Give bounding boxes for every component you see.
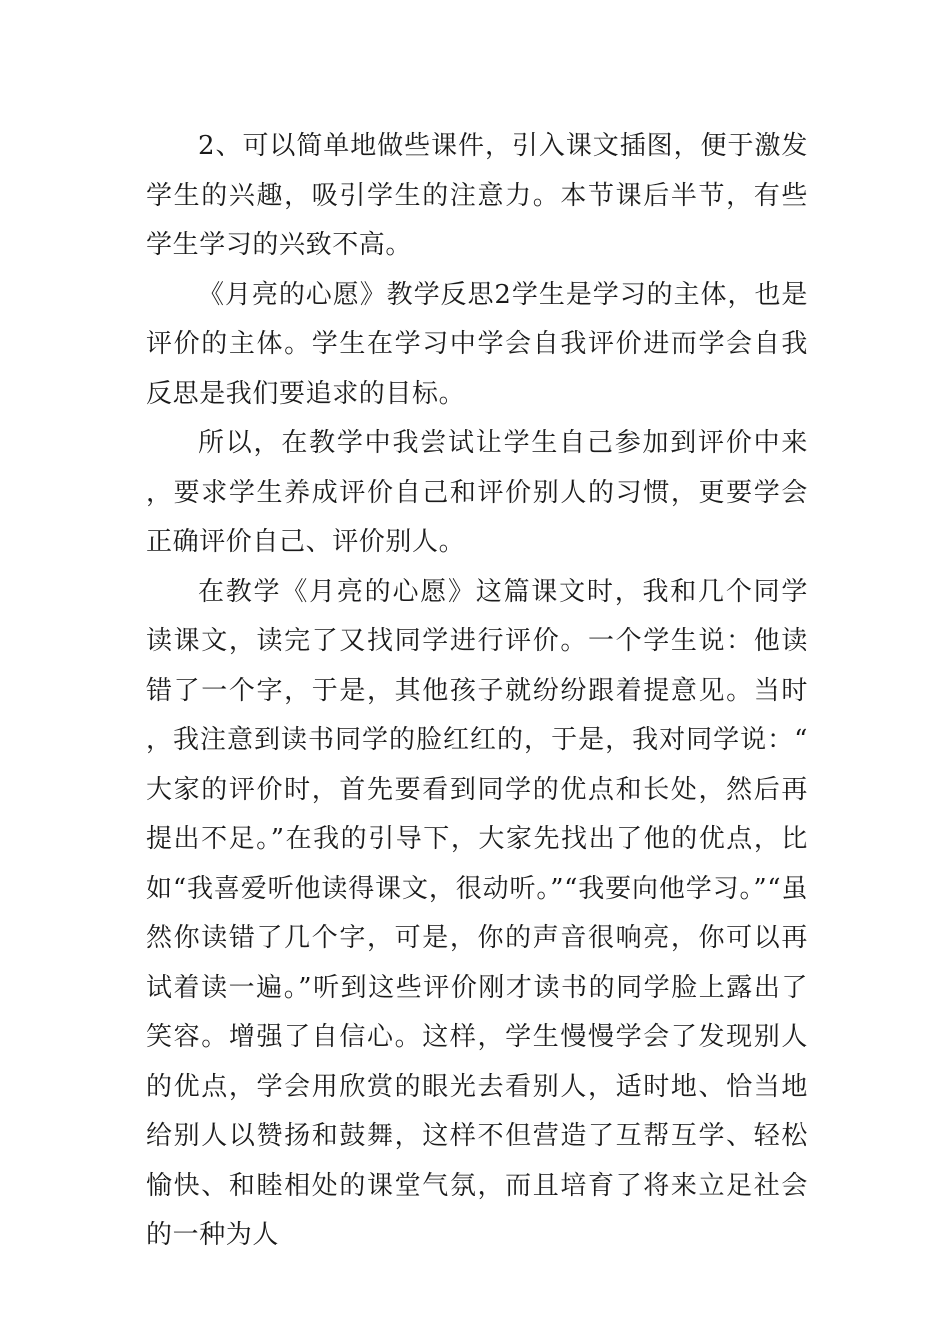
paragraph-3: 所以，在教学中我尝试让学生自己参加到评价中来，要求学生养成评价自己和评价别人的习惯，更要学会正确评价自己、评价别人。 xyxy=(146,428,808,557)
paragraph-4: 在教学《月亮的心愿》这篇课文时，我和几个同学读课文，读完了又找同学进行评价。一个学生说：他读错了一个字，于是，其他孩子就纷纷跟着提意见。当时，我注意到读书同学的脸红红的，于是，我对同学说：“大家的评价时，首先要看到同学的优点和长处，然后再提出不足。”在我的引导下，大家先找出了他的优点，比如“我喜爱听他读得课文，很动听。”“我要向他学习。”“虽然你读错了几个字，可是，你的声音很响亮，你可以再试着读一遍。”听到这些评价刚才读书的同学脸上露出了笑容。增强了自信心。这样，学生慢慢学会了发现别人的优点，学会用欣赏的眼光去看别人，适时地、恰当地给别人以赞扬和鼓舞，这样不但营造了互帮互学、轻松愉快、和睦相处的课堂气氛，而且培育了将来立足社会的一种为人 xyxy=(146,576,808,1250)
document-body xyxy=(146,122,808,1261)
paragraph-2: 《月亮的心愿》教学反思2学生是学习的主体，也是评价的主体。学生在学习中学会自我评价进而学会自我反思是我们要追求的目标。 xyxy=(146,279,808,409)
paragraph-1: 2、可以简单地做些课件，引入课文插图，便于激发学生的兴趣，吸引学生的注意力。本节课后半节，有些学生学习的兴致不高。 xyxy=(146,131,808,260)
